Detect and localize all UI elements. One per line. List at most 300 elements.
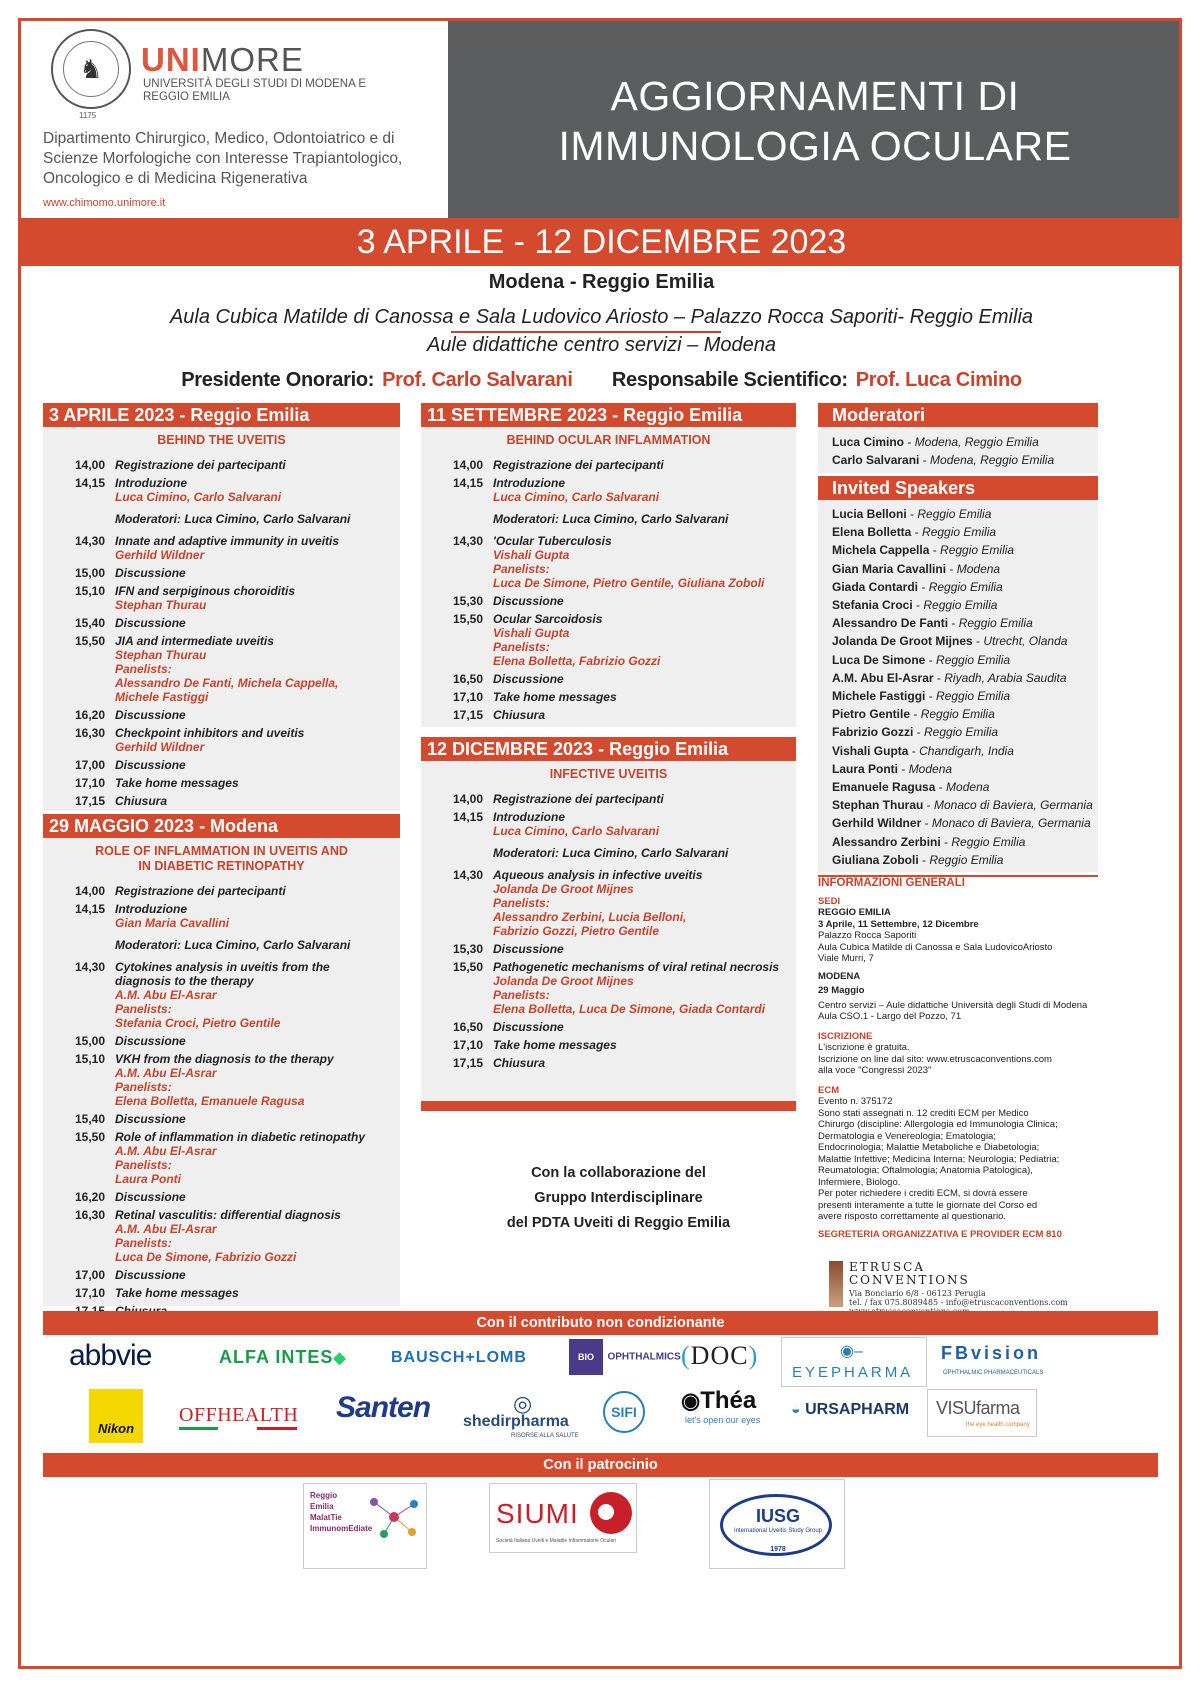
unimore-uni: UNI xyxy=(141,41,201,78)
visufarma-sub: the eye health company xyxy=(966,1422,1030,1428)
row-text: Retinal vasculitis: differential diagnosis xyxy=(115,1208,341,1222)
row-text: Registrazione dei partecipanti xyxy=(493,792,664,806)
program-row xyxy=(421,708,796,722)
row-speaker: Stephan Thurau xyxy=(115,648,207,662)
ecm-line: Evento n. 375172 xyxy=(818,1096,893,1107)
speaker-name: Lucia Belloni xyxy=(832,507,907,521)
bausch-lomb-logo: BAUSCH+LOMB xyxy=(391,1349,527,1366)
network-graph-icon xyxy=(364,1492,424,1542)
siumi-eye-icon xyxy=(590,1492,632,1534)
program-row xyxy=(43,776,400,790)
row-time: 14,15 xyxy=(74,902,105,916)
speaker-name: Pietro Gentile xyxy=(832,707,911,722)
session-subtitle: ROLE OF INFLAMMATION IN UVEITIS AND IN DIABETIC RETINOPATHY xyxy=(95,844,348,873)
program-row xyxy=(43,566,400,580)
alfa-intes-logo xyxy=(219,1347,347,1368)
unimore-subtitle: UNIVERSITÀ DEGLI STUDI DI MODENA E REGGIO EMILIA xyxy=(143,78,367,103)
speaker-item: Jolanda De Groot Mijnes - Utrecht, Olanda xyxy=(832,634,1068,649)
visufarma-word: VISUfarma xyxy=(936,1398,1020,1418)
panelists: Laura Ponti xyxy=(115,1172,182,1186)
re-line: Viale Murri, 7 xyxy=(818,953,874,964)
speaker-place: Reggio Emilia xyxy=(940,543,1015,558)
row-text: Registrazione dei partecipanti xyxy=(115,458,286,472)
program-row xyxy=(421,810,796,838)
session-4 xyxy=(421,737,796,1101)
row-time: 17,15 xyxy=(452,708,483,722)
speaker-place: Riyadh, Arabia Saudita xyxy=(944,670,1067,685)
speaker-item: Giuliana Zoboli - Reggio Emilia xyxy=(832,852,1004,867)
ursapharm-logo xyxy=(791,1401,909,1419)
row-text: Take home messages xyxy=(115,776,239,790)
row-time: 15,30 xyxy=(452,942,483,956)
re-line: Palazzo Rocca Saporiti xyxy=(818,930,917,941)
row-speaker: A.M. Abu El-Asrar xyxy=(115,1144,217,1158)
visufarma-text xyxy=(936,1398,1020,1419)
speaker-item: Fabrizio Gozzi - Reggio Emilia xyxy=(832,725,999,740)
speaker-name: A.M. Abu El-Asrar xyxy=(832,670,934,685)
program-row xyxy=(43,708,400,722)
moderators-line: Moderatori: Luca Cimino, Carlo Salvarani xyxy=(493,512,729,526)
ecm-line: Per poter richiedere i crediti ECM, si dovrà essere presenti interamente a tutte le giornate del Corso ed avere risposto correttamente al questionario. xyxy=(818,1188,1038,1222)
fbvision-text: FBvision xyxy=(941,1343,1042,1363)
row-speaker: Gerhild Wildner xyxy=(115,548,205,562)
speaker-place: Reggio Emilia xyxy=(917,507,992,521)
row-time: 15,50 xyxy=(452,612,483,626)
santen-logo: Santen xyxy=(336,1391,431,1424)
row-time: 16,20 xyxy=(74,708,105,722)
row-speaker: Luca Cimino, Carlo Salvarani xyxy=(493,490,660,504)
moderator-name: Carlo Salvarani xyxy=(832,453,920,468)
row-speaker: Vishali Gupta xyxy=(493,626,570,640)
mo-line: Centro servizi – Aule didattiche Università degli Studi di Modena xyxy=(818,999,1088,1011)
header-left xyxy=(21,21,448,218)
row-text: Discussione xyxy=(493,1020,564,1034)
mo-line: Aula CSO.1 - Largo del Pozzo, 71 xyxy=(818,1011,962,1022)
row-time: 17,10 xyxy=(74,776,105,790)
panelists: Alessandro De Fanti, Michela Cappella, Michele Fastiggi xyxy=(115,676,339,704)
row-text: Role of inflammation in diabetic retinopathy xyxy=(115,1130,366,1144)
speaker-name: Jolanda De Groot Mijnes xyxy=(832,634,973,649)
dates-banner: 3 APRILE - 12 DICEMBRE 2023 xyxy=(21,218,1182,266)
speakers-box xyxy=(818,476,1098,872)
speaker-place: Reggio Emilia xyxy=(936,652,1011,667)
row-time: 15,10 xyxy=(74,584,105,598)
row-time: 17,10 xyxy=(74,1286,105,1300)
program-row xyxy=(43,902,400,930)
speaker-item: Luca De Simone - Reggio Emilia xyxy=(832,652,1011,667)
re-label: REGGIO EMILIA xyxy=(818,907,891,918)
row-time: 15,50 xyxy=(74,1130,105,1144)
speaker-place: Modena xyxy=(946,780,990,795)
speaker-item: Elena Bolletta - Reggio Emilia xyxy=(832,525,997,540)
program-row xyxy=(43,1034,400,1048)
mo-date: 29 Maggio xyxy=(818,985,865,996)
page-title: AGGIORNAMENTI DI IMMUNOLOGIA OCULARE xyxy=(558,73,1072,169)
general-info xyxy=(818,878,1098,1240)
iusg-logo-box xyxy=(709,1479,845,1569)
row-text: Discussione xyxy=(493,672,564,686)
panelists-label: Panelists: xyxy=(115,1002,172,1016)
program-row xyxy=(43,1268,400,1282)
remi-line: MalatTie xyxy=(310,1513,342,1522)
program-row xyxy=(43,1052,400,1108)
speaker-item: Lucia Belloni - Reggio Emilia xyxy=(832,507,992,521)
department-url: www.chimomo.unimore.it xyxy=(43,197,166,209)
program-row xyxy=(421,476,796,504)
venue-line-1: Aula Cubica Matilde di Canossa e Sala Ludovico Ariosto – Palazzo Rocca Saporiti- Reggio Emilia xyxy=(169,306,1034,328)
program-row xyxy=(43,584,400,612)
program-row xyxy=(43,616,400,630)
program-row xyxy=(421,612,796,668)
iscrizione-label: ISCRIZIONE xyxy=(818,1030,873,1042)
ursapharm-text: URSAPHARM xyxy=(805,1401,910,1418)
bio-mark: BIO xyxy=(569,1339,603,1375)
speaker-name: Stefania Croci xyxy=(832,598,913,613)
info-title: INFORMAZIONI GENERALI xyxy=(818,877,965,889)
ecm-line: Sono stati assegnati n. 12 crediti ECM per Medico Chirurgo (discipline: Allergologia ed Immunologia Clinica; Dermatologia e Venereologia; Ematologia; Endocrinologia; Malattie Metaboliche e Diabetologia; Malattie Infettive; Medicina Interna; Neurologia; Pediatria; Reumatologia; Oftalmologia; Anatomia Patologica), Infermiere, Biologo. xyxy=(818,1107,1060,1188)
session-subtitle: BEHIND THE UVEITIS xyxy=(157,433,286,447)
row-speaker: Gian Maria Cavallini xyxy=(115,916,230,930)
speaker-item: Emanuele Ragusa - Modena xyxy=(832,780,990,795)
sifi-logo: SIFI xyxy=(603,1391,645,1433)
moderator-name: Luca Cimino xyxy=(832,435,905,449)
row-time: 14,30 xyxy=(452,534,483,548)
segreteria-label: SEGRETERIA ORGANIZZATIVA E PROVIDER ECM 810 xyxy=(818,1228,1062,1240)
nikon-logo: Nikon xyxy=(89,1389,143,1443)
row-time: 16,50 xyxy=(452,1020,483,1034)
session-3 xyxy=(421,403,796,727)
row-text: Introduzione xyxy=(115,902,187,916)
session-subtitle: INFECTIVE UVEITIS xyxy=(549,767,668,781)
row-time: 14,00 xyxy=(74,458,105,472)
program-row xyxy=(43,534,400,562)
program-row xyxy=(43,960,400,1030)
eyepharma-logo-box xyxy=(781,1337,927,1387)
row-time: 14,00 xyxy=(452,458,483,472)
eye-dots-icon: ◉– xyxy=(840,1343,863,1360)
thea-sub: let's open our eyes xyxy=(685,1415,761,1425)
department-name: Dipartimento Chirurgico, Medico, Odontoiatrico e di Scienze Morfologiche con Interesse Trapiantologico, Oncologico e di Medicina Rigenerativa xyxy=(43,130,403,187)
speaker-name: Fabrizio Gozzi xyxy=(832,725,914,740)
panelists: Elena Bolletta, Luca De Simone, Giada Contardi xyxy=(493,1002,766,1016)
row-text: Discussione xyxy=(115,1268,186,1282)
program-row xyxy=(421,1020,796,1034)
program-row xyxy=(421,690,796,704)
offhealth-logo xyxy=(179,1404,298,1430)
unimore-logo xyxy=(141,41,304,79)
speaker-item: Michele Fastiggi - Reggio Emilia xyxy=(832,689,1011,704)
program-row xyxy=(43,1286,400,1300)
unimore-more: MORE xyxy=(200,41,304,78)
row-text: Discussione xyxy=(115,1034,186,1048)
speaker-item: Gerhild Wildner - Monaco di Baviera, Germania xyxy=(832,816,1091,831)
speaker-name: Luca De Simone xyxy=(832,652,926,667)
venue-underline xyxy=(451,331,721,333)
program-row xyxy=(43,1190,400,1204)
program-row xyxy=(43,1208,400,1264)
shedirpharma-sub: RISORSE ALLA SALUTE xyxy=(511,1433,579,1439)
row-time: 14,00 xyxy=(452,792,483,806)
session-1 xyxy=(43,403,400,811)
row-time: 17,00 xyxy=(74,758,105,772)
row-speaker: Jolanda De Groot Mijnes xyxy=(493,974,634,988)
iscrizione-line: alla voce "Congressi 2023" xyxy=(818,1065,932,1076)
etrusca-figure-icon xyxy=(829,1261,843,1307)
program-row xyxy=(43,476,400,504)
panelists-label: Panelists: xyxy=(115,1236,172,1250)
program-row xyxy=(43,634,400,704)
speaker-name: Elena Bolletta xyxy=(832,525,912,540)
moderator-item: Carlo Salvarani - Modena, Reggio Emilia xyxy=(832,453,1055,468)
row-speaker: Luca Cimino, Carlo Salvarani xyxy=(115,490,282,504)
speaker-place: Monaco di Baviera, Germania xyxy=(934,798,1093,813)
program-row xyxy=(421,1056,796,1070)
row-text: Discussione xyxy=(115,1112,186,1126)
moderators-line: Moderatori: Luca Cimino, Carlo Salvarani xyxy=(493,846,729,860)
seal-year: 1175 xyxy=(79,111,97,120)
moderator-item: Luca Cimino - Modena, Reggio Emilia xyxy=(832,435,1039,449)
speaker-item: Giada Contardi - Reggio Emilia xyxy=(832,579,1003,594)
sedi-label: SEDI xyxy=(818,895,841,907)
fbvision-sub: OPHTHALMIC PHARMACEUTICALS xyxy=(943,1370,1044,1376)
row-text: Registrazione dei partecipanti xyxy=(493,458,664,472)
speaker-name: Giuliana Zoboli xyxy=(832,852,919,867)
program-row xyxy=(43,726,400,754)
shedirpharma-text: shedirpharma xyxy=(463,1413,569,1430)
row-time: 14,30 xyxy=(74,534,105,548)
program-row xyxy=(43,758,400,772)
speaker-place: Chandigarh, India xyxy=(919,743,1014,758)
speaker-item: Stefania Croci - Reggio Emilia xyxy=(832,598,998,613)
row-time: 15,10 xyxy=(74,1052,105,1066)
venue-line-2: Aule didattiche centro servizi – Modena xyxy=(426,334,777,356)
remi-line: ImmunomEdiate xyxy=(310,1524,373,1533)
program-row xyxy=(421,594,796,608)
row-text: Chiusura xyxy=(493,708,546,722)
scientific-name: Prof. Luca Cimino xyxy=(855,369,1022,391)
row-text: Discussione xyxy=(115,708,186,722)
row-speaker: Gerhild Wildner xyxy=(115,740,205,754)
thea-text: Théa xyxy=(700,1387,757,1414)
row-text: Discussione xyxy=(115,758,186,772)
row-speaker: Vishali Gupta xyxy=(493,548,570,562)
speaker-item: Laura Ponti - Modena xyxy=(832,761,953,776)
eyepharma-text: EYEPHARMA xyxy=(792,1364,914,1381)
ursapharm-circle-icon: ◒ xyxy=(791,1401,801,1418)
shell-icon: ◎ xyxy=(513,1391,533,1416)
row-text: Take home messages xyxy=(493,1038,617,1052)
siumi-text: SIUMI xyxy=(496,1498,579,1529)
row-time: 14,30 xyxy=(452,868,483,882)
session-subtitle: BEHIND OCULAR INFLAMMATION xyxy=(506,433,711,447)
speaker-place: Monaco di Baviera, Germania xyxy=(931,816,1091,831)
row-time: 17,10 xyxy=(452,1038,483,1052)
row-time: 16,20 xyxy=(74,1190,105,1204)
moderator-place: Modena, Reggio Emilia xyxy=(914,435,1039,449)
row-text: VKH from the diagnosis to the therapy xyxy=(115,1052,334,1066)
row-time: 16,30 xyxy=(74,1208,105,1222)
program-row xyxy=(421,672,796,686)
panelists-label: Panelists: xyxy=(115,662,172,676)
row-text: Introduzione xyxy=(115,476,187,490)
row-time: 14,00 xyxy=(74,884,105,898)
session-title: 3 APRILE 2023 - Reggio Emilia xyxy=(43,403,400,427)
italian-flag-stripe xyxy=(179,1427,297,1430)
speaker-item: A.M. Abu El-Asrar - Riyadh, Arabia Saudita xyxy=(832,670,1067,685)
sponsors-title: Con il contributo non condizionante xyxy=(43,1311,1158,1335)
speaker-name: Alessandro Zerbini xyxy=(832,834,941,849)
doc-arc-icon: ) xyxy=(748,1341,759,1370)
speakers-list xyxy=(818,500,1098,869)
speaker-name: Vishali Gupta xyxy=(832,743,909,758)
row-text: Checkpoint inhibitors and uveitis xyxy=(115,726,305,740)
speaker-item: Pietro Gentile - Reggio Emilia xyxy=(832,707,995,722)
speaker-name: Michele Fastiggi xyxy=(832,689,926,704)
collaboration-text xyxy=(441,1161,796,1236)
row-text: Take home messages xyxy=(115,1286,239,1300)
speaker-place: Reggio Emilia xyxy=(929,852,1004,867)
moderators-line: Moderatori: Luca Cimino, Carlo Salvarani xyxy=(115,512,351,526)
row-text: Discussione xyxy=(493,942,564,956)
speaker-place: Reggio Emilia xyxy=(924,725,999,740)
panelists: Elena Bolletta, Emanuele Ragusa xyxy=(115,1094,305,1108)
speaker-place: Reggio Emilia xyxy=(928,579,1003,594)
row-text: Pathogenetic mechanisms of viral retinal necrosis xyxy=(493,960,780,974)
session-title: 12 DICEMBRE 2023 - Reggio Emilia xyxy=(421,737,796,761)
speaker-item: Gian Maria Cavallini - Modena xyxy=(832,561,1001,576)
collaboration-line: Con la collaborazione del xyxy=(531,1165,706,1181)
thea-eye-icon: ◉ xyxy=(681,1388,701,1413)
program-row xyxy=(421,1038,796,1052)
row-text: Discussione xyxy=(115,566,186,580)
horse-rider-icon: ♞ xyxy=(63,41,119,97)
row-text: JIA and intermediate uveitis xyxy=(115,634,274,648)
patronage-title: Con il patrocinio xyxy=(43,1453,1158,1477)
roles-line xyxy=(21,369,1182,392)
row-text: Take home messages xyxy=(493,690,617,704)
speaker-name: Emanuele Ragusa xyxy=(832,780,936,795)
speaker-place: Reggio Emilia xyxy=(922,525,997,540)
scientific-label: Responsabile Scientifico: xyxy=(611,369,848,391)
row-time: 14,15 xyxy=(74,476,105,490)
moderators-title: Moderatori xyxy=(818,403,1098,427)
row-text: Chiusura xyxy=(493,1056,546,1070)
program-row xyxy=(43,1112,400,1126)
program-row xyxy=(421,960,796,1016)
row-speaker: Jolanda De Groot Mijnes xyxy=(493,882,634,896)
remi-line: Reggio xyxy=(310,1491,338,1500)
row-text: IFN and serpiginous choroiditis xyxy=(115,584,296,598)
row-speaker: Stephan Thurau xyxy=(115,598,207,612)
panelists: Luca De Simone, Pietro Gentile, Giuliana Zoboli xyxy=(493,576,765,590)
city-line: Modena - Reggio Emilia xyxy=(488,271,715,293)
panelists-label: Panelists: xyxy=(493,640,550,654)
header-right xyxy=(448,21,1182,218)
speaker-item: Stephan Thurau - Monaco di Baviera, Germania xyxy=(832,798,1093,813)
row-text: Discussione xyxy=(115,1190,186,1204)
speaker-place: Reggio Emilia xyxy=(958,616,1033,631)
fbvision-logo-box xyxy=(931,1337,1063,1387)
doc-logo xyxy=(681,1341,758,1371)
row-time: 15,50 xyxy=(74,634,105,648)
visufarma-logo-box xyxy=(927,1389,1037,1437)
panelists: Elena Bolletta, Fabrizio Gozzi xyxy=(493,654,661,668)
panelists: Luca De Simone, Fabrizio Gozzi xyxy=(115,1250,297,1264)
speaker-place: Reggio Emilia xyxy=(920,707,995,722)
thea-logo xyxy=(681,1387,760,1425)
doc-arc-icon: ( xyxy=(681,1341,691,1370)
row-time: 14,15 xyxy=(452,810,483,824)
etrusca-name: ETRUSCA CONVENTIONS xyxy=(849,1260,970,1287)
row-text: Chiusura xyxy=(115,794,168,808)
offhealth-text: OFFHEALTH xyxy=(179,1404,299,1426)
program-row xyxy=(43,458,400,472)
row-speaker: Luca Cimino, Carlo Salvarani xyxy=(493,824,660,838)
row-time: 17,10 xyxy=(452,690,483,704)
program-row xyxy=(421,458,796,472)
row-text: Discussione xyxy=(493,594,564,608)
row-time: 16,30 xyxy=(74,726,105,740)
panelists-label: Panelists: xyxy=(115,1158,172,1172)
speaker-item: Michela Cappella - Reggio Emilia xyxy=(832,543,1015,558)
panelists: Stefania Croci, Pietro Gentile xyxy=(115,1016,281,1030)
panelists: Alessandro Zerbini, Lucia Belloni, Fabrizio Gozzi, Pietro Gentile xyxy=(493,910,687,938)
session-title: 29 MAGGIO 2023 - Modena xyxy=(43,814,400,838)
row-time: 15,50 xyxy=(452,960,483,974)
row-time: 17,15 xyxy=(74,794,105,808)
iusg-text: IUSG xyxy=(755,1506,800,1526)
poster xyxy=(18,18,1182,1669)
row-time: 15,00 xyxy=(74,1034,105,1048)
row-time: 14,30 xyxy=(74,960,105,974)
program-row xyxy=(43,884,400,898)
row-text: Discussione xyxy=(115,616,186,630)
iusg-sub: International Uveitis Study Group xyxy=(733,1528,823,1534)
speaker-place: Reggio Emilia xyxy=(951,834,1026,849)
president-label: Presidente Onorario: xyxy=(181,369,375,391)
etrusca-logo xyxy=(829,1261,1099,1309)
iusg-year: 1978 xyxy=(770,1546,786,1553)
panelists-label: Panelists: xyxy=(115,1080,172,1094)
panelists-label: Panelists: xyxy=(493,896,550,910)
speaker-place: Modena xyxy=(908,761,953,776)
row-speaker: A.M. Abu El-Asrar xyxy=(115,1222,217,1236)
row-time: 17,00 xyxy=(74,1268,105,1282)
session-2 xyxy=(43,814,400,1306)
speaker-item: Alessandro De Fanti - Reggio Emilia xyxy=(832,616,1033,631)
row-text: 'Ocular Tuberculosis xyxy=(493,534,612,548)
row-text: Cytokines analysis in uveitis from the diagnosis to the therapy xyxy=(115,960,330,988)
alfa-intes-text: ALFA INTES xyxy=(219,1347,334,1367)
siumi-sub: Società Italiana Uveiti e Malattie Infiammatorie Oculari xyxy=(496,1538,617,1544)
collaboration-line: Gruppo Interdisciplinare xyxy=(534,1190,703,1206)
program-row xyxy=(421,942,796,956)
row-text: Introduzione xyxy=(493,476,565,490)
speaker-name: Giada Contardi xyxy=(832,579,919,594)
re-line: Aula Cubica Matilde di Canossa e Sala LudovicoAriosto xyxy=(818,941,1053,953)
speaker-name: Michela Cappella xyxy=(832,543,930,558)
row-text: Ocular Sarcoidosis xyxy=(493,612,603,626)
etrusca-line: tel. / fax 075.8089485 - info@etruscaconventions.com xyxy=(849,1298,1068,1307)
speaker-name: Stephan Thurau xyxy=(832,798,924,813)
row-text: Innate and adaptive immunity in uveitis xyxy=(115,534,340,548)
program-row xyxy=(43,794,400,808)
row-speaker: A.M. Abu El-Asrar xyxy=(115,1066,217,1080)
program-row xyxy=(421,534,796,590)
program-row xyxy=(43,1130,400,1186)
speaker-place: Utrecht, Olanda xyxy=(983,634,1068,649)
speaker-item: Vishali Gupta - Chandigarh, India xyxy=(832,743,1014,758)
